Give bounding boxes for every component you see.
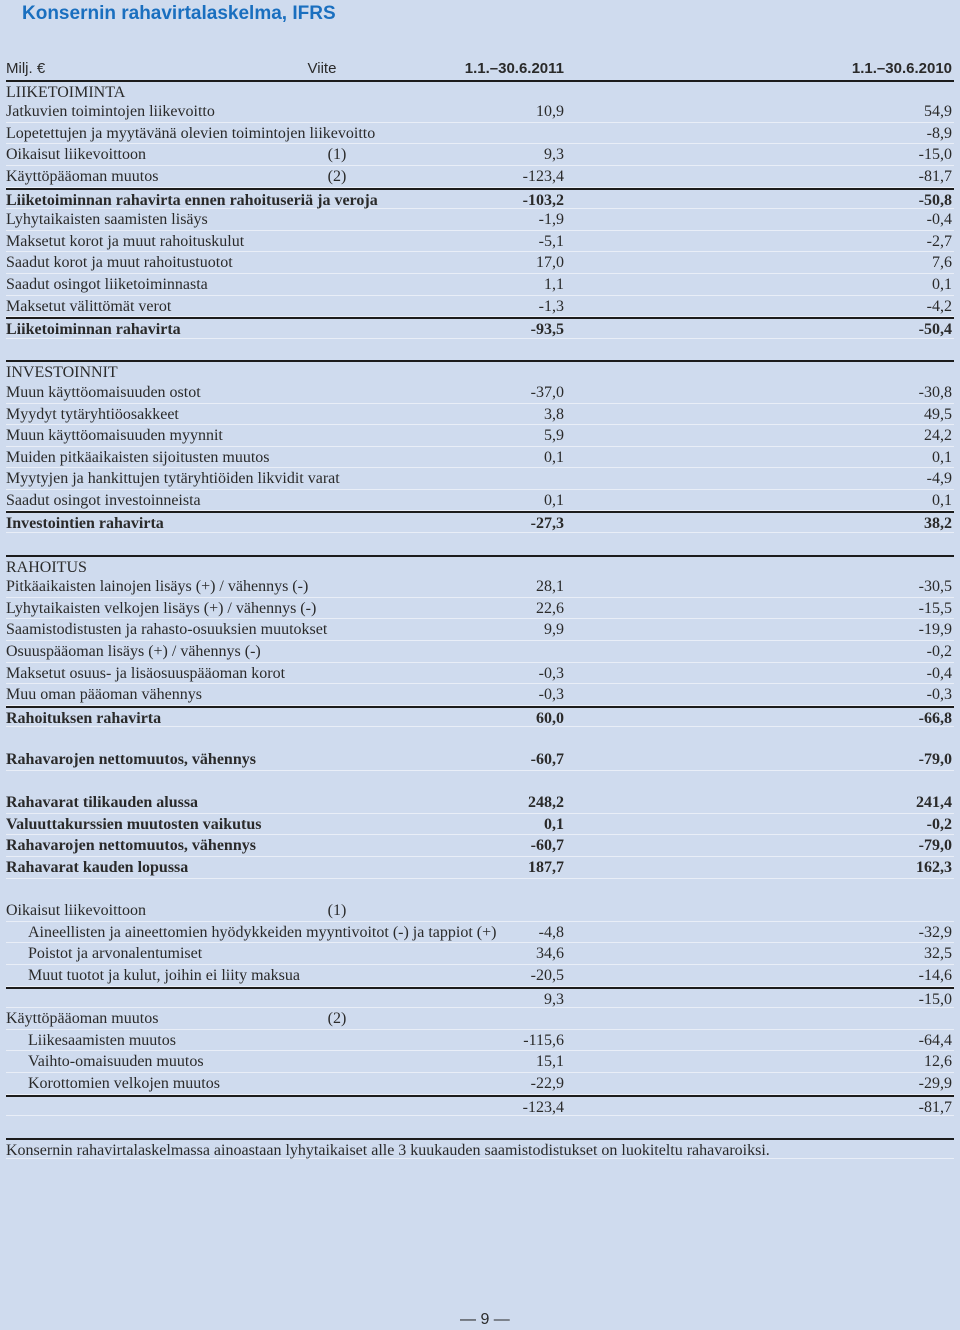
summary-row [6, 857, 954, 879]
spacer-row [6, 771, 954, 793]
note-column-header: Viite [307, 60, 337, 77]
table-row [6, 468, 954, 490]
summary-row [6, 814, 954, 836]
table-row [6, 684, 954, 706]
value-2010: -50,8 [918, 191, 952, 209]
row-label: Saadut korot ja muut rahoitustuotot [6, 254, 233, 272]
table-row [6, 641, 954, 663]
value-2010: 0,1 [932, 275, 952, 293]
table-row [6, 425, 954, 447]
table-row [6, 231, 954, 253]
value-2010: -66,8 [918, 709, 952, 727]
summary-row [6, 749, 954, 771]
value-2010: -0,3 [926, 686, 952, 704]
value-2010: 12,6 [924, 1053, 952, 1071]
value-2010: 162,3 [916, 858, 952, 876]
row-label: Oikaisut liikevoittoon [6, 146, 146, 164]
section-heading [6, 80, 954, 102]
value-2011: -1,3 [538, 297, 564, 315]
table-row [6, 274, 954, 296]
table-row [6, 922, 954, 944]
value-2011: 1,1 [544, 275, 564, 293]
table-row [6, 296, 954, 318]
table-row [6, 900, 954, 922]
total-row [6, 511, 954, 533]
table-row [6, 252, 954, 274]
row-label: Konsernin rahavirtalaskelmassa ainoastaan lyhytaikaiset alle 3 kuukauden saamistodistukset on luokiteltu rahavaroiksi. [6, 1141, 770, 1159]
value-2011: -0,3 [538, 664, 564, 682]
row-label: Lyhytaikaisten saamisten lisäys [6, 211, 208, 229]
spacer-row [6, 533, 954, 555]
value-2011: 15,1 [536, 1053, 564, 1071]
row-label: Saamistodistusten ja rahasto-osuuksien muutokset [6, 621, 328, 639]
row-label: Liiketoiminnan rahavirta [6, 321, 181, 339]
section-heading [6, 360, 954, 382]
value-2011: 9,3 [544, 146, 564, 164]
row-label: Poistot ja arvonalentumiset [28, 945, 203, 963]
row-label: Muun käyttöomaisuuden ostot [6, 383, 201, 401]
value-2011: -5,1 [538, 232, 564, 250]
value-2011: 60,0 [536, 709, 564, 727]
table-row [6, 490, 954, 512]
row-label: Vaihto-omaisuuden muutos [28, 1053, 204, 1071]
value-2011: -37,0 [530, 383, 564, 401]
spacer-row [6, 879, 954, 901]
total-row [6, 188, 954, 210]
subtotal-row [6, 987, 954, 1009]
table-row [6, 576, 954, 598]
value-2011: 248,2 [528, 794, 564, 812]
value-2010: -19,9 [918, 621, 952, 639]
value-2011: -93,5 [530, 321, 564, 339]
value-2010: -0,2 [926, 643, 952, 661]
value-2010: -15,0 [918, 146, 952, 164]
value-2011: 34,6 [536, 945, 564, 963]
table-row [6, 1008, 954, 1030]
section-title: LIIKETOIMINTA [6, 83, 126, 101]
table-row [6, 404, 954, 426]
row-label: Osuuspääoman lisäys (+) / vähennys (-) [6, 643, 261, 661]
row-note: (1) [327, 902, 347, 920]
table-row [6, 123, 954, 145]
spacer-row [6, 1116, 954, 1138]
value-2011: 28,1 [536, 578, 564, 596]
table-row [6, 943, 954, 965]
value-2011: -123,4 [522, 167, 564, 185]
value-2010: -64,4 [918, 1031, 952, 1049]
value-2010: 0,1 [932, 448, 952, 466]
row-label: Lopetettujen ja myytävänä olevien toimintojen liikevoitto [6, 124, 376, 142]
value-2011: -60,7 [530, 837, 564, 855]
row-label: Maksetut välittömät verot [6, 297, 172, 315]
row-label: Käyttöpääoman muutos [6, 167, 159, 185]
row-label: Valuuttakurssien muutosten vaikutus [6, 815, 262, 833]
table-row [6, 1073, 954, 1095]
value-2010: -4,2 [926, 297, 952, 315]
value-2011: 0,1 [544, 491, 564, 509]
table-row [6, 144, 954, 166]
row-label: Investointien rahavirta [6, 515, 164, 533]
value-2011: -27,3 [530, 515, 564, 533]
row-label: Maksetut korot ja muut rahoituskulut [6, 232, 245, 250]
row-note: (2) [327, 167, 347, 185]
row-label: Jatkuvien toimintojen liikevoitto [6, 103, 215, 121]
value-2011: -60,7 [530, 751, 564, 768]
total-row [6, 706, 954, 728]
value-2010: -30,5 [918, 578, 952, 596]
table-row [6, 663, 954, 685]
row-label: Maksetut osuus- ja lisäosuuspääoman korot [6, 664, 286, 682]
value-2011: 3,8 [544, 405, 564, 423]
value-2011: 0,1 [544, 448, 564, 466]
value-2011: 9,9 [544, 621, 564, 639]
row-label: Rahavarat tilikauden alussa [6, 794, 199, 812]
row-label: Muu oman pääoman vähennys [6, 686, 202, 704]
row-label: Rahavarat kauden lopussa [6, 858, 189, 876]
table-header [6, 58, 954, 80]
row-label: Oikaisut liikevoittoon [6, 902, 146, 920]
value-2011: 17,0 [536, 254, 564, 272]
value-2011: -0,3 [538, 686, 564, 704]
row-label: Saadut osingot investoinneista [6, 491, 201, 509]
summary-row [6, 792, 954, 814]
row-label: Myydyt tytäryhtiöosakkeet [6, 405, 179, 423]
row-label: Rahoituksen rahavirta [6, 709, 162, 727]
value-2010: -81,7 [918, 167, 952, 185]
total-row [6, 317, 954, 339]
row-note: (2) [327, 1010, 347, 1028]
row-note: (1) [327, 146, 347, 164]
value-2010: -14,6 [918, 966, 952, 984]
value-2010: 7,6 [932, 254, 952, 272]
value-2010: -15,5 [918, 599, 952, 617]
page-number: — 9 — [460, 1311, 510, 1328]
value-2010: -0,2 [926, 815, 952, 833]
row-label: Saadut osingot liiketoiminnasta [6, 275, 208, 293]
value-2011: 10,9 [536, 103, 564, 121]
value-2010: -79,0 [918, 751, 952, 768]
row-label: Liikesaamisten muutos [28, 1031, 176, 1049]
value-2010: -0,4 [926, 664, 952, 682]
unit-label: Milj. € [6, 60, 46, 77]
value-2010: 241,4 [916, 794, 952, 812]
value-2011: -4,8 [538, 923, 564, 941]
value-2010: -4,9 [926, 470, 952, 488]
value-2010: -50,4 [918, 321, 952, 339]
table-row [6, 101, 954, 123]
value-2010: -15,0 [918, 990, 952, 1008]
value-2010: 32,5 [924, 945, 952, 963]
table-row [6, 447, 954, 469]
value-2011: 9,3 [544, 990, 564, 1008]
value-2010: -32,9 [918, 923, 952, 941]
cash-flow-table [6, 58, 954, 1159]
spacer-row [6, 727, 954, 749]
value-2010: -81,7 [918, 1098, 952, 1116]
row-label: Muun käyttöomaisuuden myynnit [6, 427, 223, 445]
value-2011: -20,5 [530, 966, 564, 984]
table-row [6, 1030, 954, 1052]
value-2011: -103,2 [522, 191, 564, 209]
value-2010: 38,2 [924, 515, 952, 533]
section-title: INVESTOINNIT [6, 364, 118, 382]
row-label: Aineellisten ja aineettomien hyödykkeiden myyntivoitot (-) ja tappiot (+) [28, 923, 497, 941]
row-label: Käyttöpääoman muutos [6, 1010, 159, 1028]
value-2011: -1,9 [538, 211, 564, 229]
value-2010: -8,9 [926, 124, 952, 142]
table-row [6, 382, 954, 404]
table-row [6, 965, 954, 987]
table-row [6, 598, 954, 620]
value-2011: 187,7 [528, 858, 564, 876]
value-2011: 0,1 [544, 815, 564, 833]
value-2010: -0,4 [926, 211, 952, 229]
value-2011: 22,6 [536, 599, 564, 617]
period1-header: 1.1.–30.6.2011 [464, 60, 564, 77]
value-2010: 24,2 [924, 427, 952, 445]
row-label: Korottomien velkojen muutos [28, 1074, 220, 1092]
period2-header: 1.1.–30.6.2010 [851, 60, 952, 77]
row-label: Muiden pitkäaikaisten sijoitusten muutos [6, 448, 270, 466]
value-2011: -115,6 [523, 1031, 564, 1049]
row-label: Lyhytaikaisten velkojen lisäys (+) / vähennys (-) [6, 599, 317, 617]
value-2010: -79,0 [918, 837, 952, 855]
value-2010: 0,1 [932, 491, 952, 509]
row-label: Rahavarojen nettomuutos, vähennys [6, 751, 256, 768]
table-row [6, 619, 954, 641]
section-title: RAHOITUS [6, 558, 87, 576]
section-heading [6, 555, 954, 577]
row-label: Myytyjen ja hankittujen tytäryhtiöiden likvidit varat [6, 470, 340, 488]
value-2010: 49,5 [924, 405, 952, 423]
row-label: Pitkäaikaisten lainojen lisäys (+) / vähennys (-) [6, 578, 309, 596]
value-2011: -22,9 [530, 1074, 564, 1092]
subtotal-row [6, 1095, 954, 1117]
table-row [6, 1051, 954, 1073]
value-2011: 5,9 [544, 427, 564, 445]
row-label: Muut tuotot ja kulut, joihin ei liity maksua [28, 966, 300, 984]
value-2010: 54,9 [924, 103, 952, 121]
footnote-row [6, 1138, 954, 1160]
table-row [6, 209, 954, 231]
row-label: Liiketoiminnan rahavirta ennen rahoituseriä ja veroja [6, 191, 378, 209]
value-2011: -123,4 [522, 1098, 564, 1116]
table-row [6, 166, 954, 188]
value-2010: -30,8 [918, 383, 952, 401]
spacer-row [6, 339, 954, 361]
page-title: Konsernin rahavirtalaskelma, IFRS [22, 3, 336, 24]
value-2010: -29,9 [918, 1074, 952, 1092]
row-label: Rahavarojen nettomuutos, vähennys [6, 837, 256, 855]
summary-row [6, 835, 954, 857]
value-2010: -2,7 [926, 232, 952, 250]
